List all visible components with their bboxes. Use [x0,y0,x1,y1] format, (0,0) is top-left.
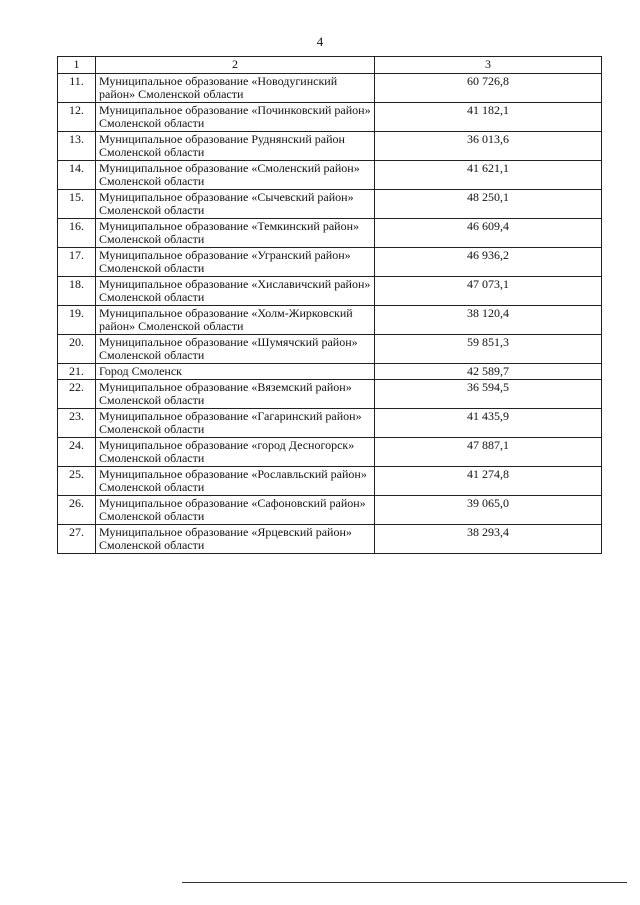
header-col-3: 3 [375,57,602,74]
amount-value: 41 621,1 [375,161,602,190]
row-number: 27. [58,525,96,554]
table-row [58,190,602,219]
table-row [58,74,602,103]
amount-value: 47 073,1 [375,277,602,306]
row-number: 23. [58,409,96,438]
municipality-name: Муниципальное образование «Сычевский район» Смоленской области [96,190,375,219]
footer-divider [182,882,627,883]
allocation-table [57,56,602,554]
municipality-name: Муниципальное образование «Починковский район» Смоленской области [96,103,375,132]
table-row [58,496,602,525]
header-col-2: 2 [96,57,375,74]
table-row [58,380,602,409]
table-row [58,364,602,380]
row-number: 12. [58,103,96,132]
row-number: 20. [58,335,96,364]
amount-value: 46 609,4 [375,219,602,248]
amount-value: 39 065,0 [375,496,602,525]
municipality-name: Муниципальное образование «Ярцевский район» Смоленской области [96,525,375,554]
row-number: 24. [58,438,96,467]
row-number: 25. [58,467,96,496]
row-number: 18. [58,277,96,306]
row-number: 13. [58,132,96,161]
table-row [58,467,602,496]
row-number: 26. [58,496,96,525]
amount-value: 47 887,1 [375,438,602,467]
table-body [58,74,602,554]
row-number: 14. [58,161,96,190]
row-number: 17. [58,248,96,277]
amount-value: 60 726,8 [375,74,602,103]
municipality-name: Муниципальное образование «Смоленский район» Смоленской области [96,161,375,190]
page-number: 4 [316,34,324,49]
municipality-name: Муниципальное образование «Угранский район» Смоленской области [96,248,375,277]
municipality-name: Муниципальное образование Руднянский район Смоленской области [96,132,375,161]
municipality-name: Муниципальное образование «Рославльский район» Смоленской области [96,467,375,496]
table-row [58,132,602,161]
table-row [58,409,602,438]
table-row [58,219,602,248]
amount-value: 48 250,1 [375,190,602,219]
amount-value: 42 589,7 [375,364,602,380]
row-number: 21. [58,364,96,380]
municipality-name: Муниципальное образование «Вяземский район» Смоленской области [96,380,375,409]
municipality-name: Муниципальное образование «Гагаринский район» Смоленской области [96,409,375,438]
table-row [58,438,602,467]
municipality-name: Муниципальное образование «Темкинский район» Смоленской области [96,219,375,248]
table-row [58,161,602,190]
table-row [58,103,602,132]
municipality-name: Муниципальное образование «Сафоновский район» Смоленской области [96,496,375,525]
table-row [58,306,602,335]
municipality-name: Муниципальное образование «Новодугинский район» Смоленской области [96,74,375,103]
row-number: 22. [58,380,96,409]
municipality-name: Город Смоленск [96,364,375,380]
municipality-name: Муниципальное образование «Шумячский район» Смоленской области [96,335,375,364]
amount-value: 41 182,1 [375,103,602,132]
amount-value: 41 274,8 [375,467,602,496]
table-row [58,248,602,277]
municipality-name: Муниципальное образование «Холм-Жирковский район» Смоленской области [96,306,375,335]
header-col-1: 1 [58,57,96,74]
row-number: 19. [58,306,96,335]
amount-value: 59 851,3 [375,335,602,364]
row-number: 11. [58,74,96,103]
row-number: 16. [58,219,96,248]
amount-value: 38 293,4 [375,525,602,554]
amount-value: 36 594,5 [375,380,602,409]
row-number: 15. [58,190,96,219]
table-row [58,525,602,554]
amount-value: 41 435,9 [375,409,602,438]
table-row [58,277,602,306]
table-header-row [58,57,602,74]
municipality-name: Муниципальное образование «город Десногорск» Смоленской области [96,438,375,467]
municipality-name: Муниципальное образование «Хиславичский район» Смоленской области [96,277,375,306]
amount-value: 38 120,4 [375,306,602,335]
table-row [58,335,602,364]
amount-value: 36 013,6 [375,132,602,161]
amount-value: 46 936,2 [375,248,602,277]
